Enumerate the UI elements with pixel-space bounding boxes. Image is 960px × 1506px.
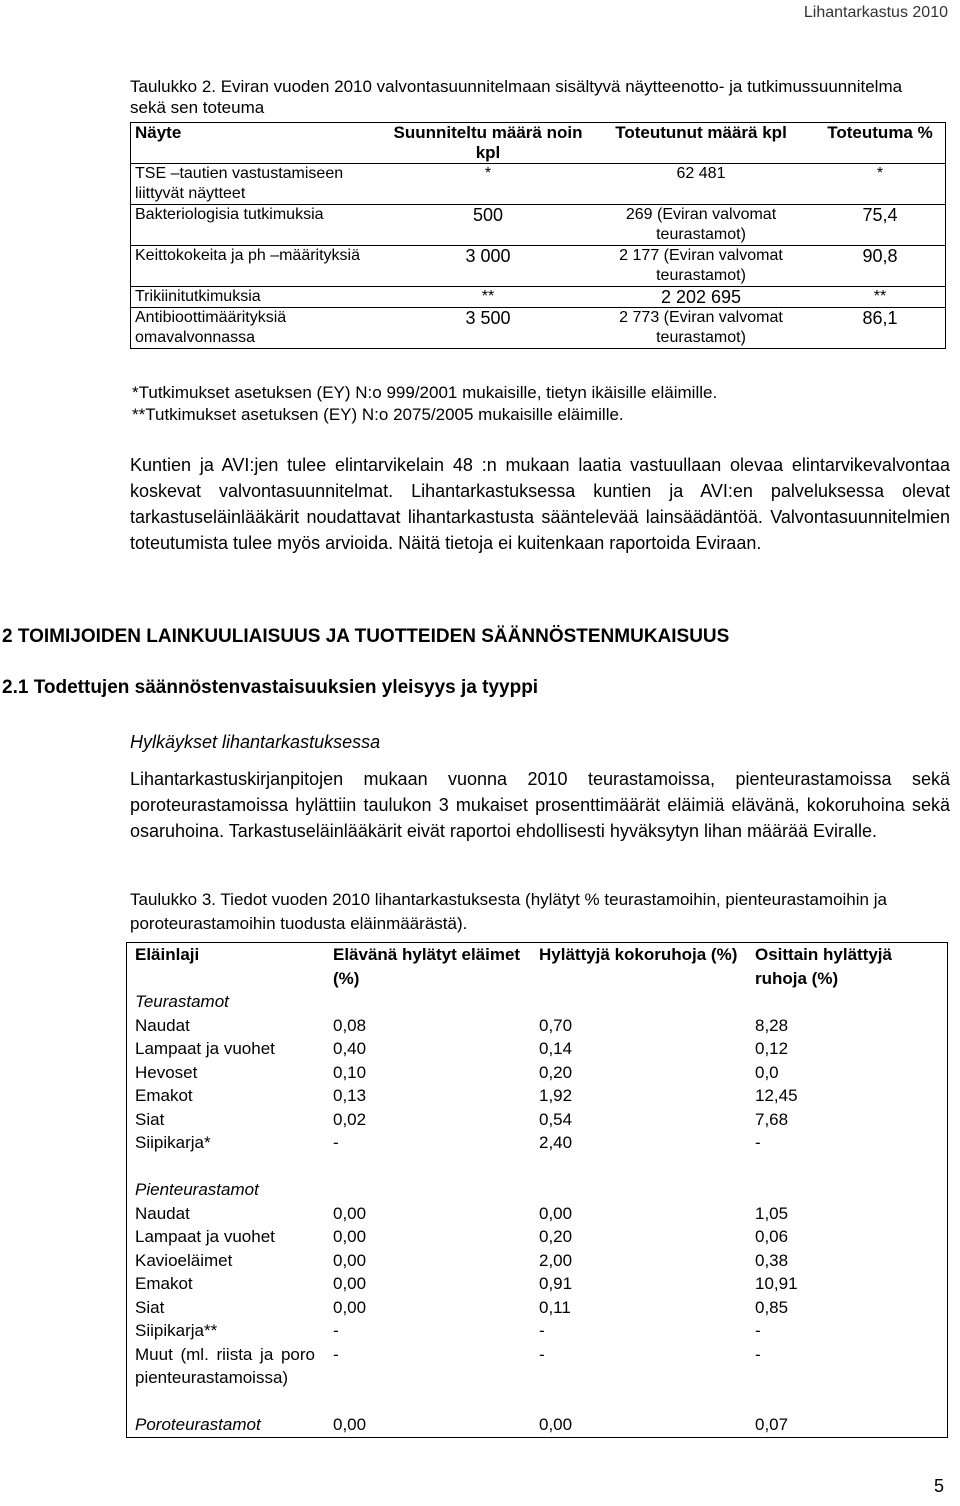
table3-section-label: Teurastamot: [135, 992, 229, 1011]
table2-cell: TSE –tautien vastustamiseen liittyvät näytteet: [131, 164, 390, 205]
table3-cell: 0,00: [539, 1415, 573, 1434]
table2-cell: 500: [389, 205, 587, 246]
paragraph: Lihantarkastuskirjanpitojen mukaan vuonna 2010 teurastamoissa, pienteurastamoissa sekä poroteurastamoissa hylättiin taulukon 3 mukaiset prosenttimäärät eläimiä elävänä, kokoruhoina sekä osaruhoina. Tarkastuseläinlääkärit eivät raportoi ehdollisesti hyväksytyn lihan määrää Eviralle.: [130, 769, 950, 841]
table3-cell: 0,70: [539, 1015, 573, 1035]
table2-cell: 3 000: [389, 246, 587, 287]
table-row: [127, 1084, 948, 1108]
spacer-row: [127, 1390, 948, 1414]
table3-header-cell: Eläinlaji: [135, 945, 200, 964]
table-row: [131, 164, 946, 205]
table3-cell: 10,91: [755, 1274, 798, 1293]
table3-cell: -: [755, 1344, 761, 1364]
subsection-heading: 2.1 Todettujen säännöstenvastaisuuksien yleisyys ja tyyppi: [2, 677, 539, 698]
table3-cell: Siipikarja*: [135, 1133, 211, 1152]
table2-cell: Bakteriologisia tutkimuksia: [131, 205, 390, 246]
table3-header-cell: Hylättyjä kokoruhoja (%): [539, 945, 738, 964]
table3-cell: 0,12: [755, 1039, 789, 1058]
table-row: [127, 1014, 948, 1038]
table3-section-label: Pienteurastamot: [135, 1180, 259, 1199]
table2-cell: *: [389, 164, 587, 205]
table3-cell: 0,20: [539, 1062, 573, 1082]
table-row: [131, 308, 946, 349]
table-row: [131, 287, 946, 308]
table3-section-row: [127, 1178, 948, 1202]
table-row: [127, 1131, 948, 1155]
table2-note: **Tutkimukset asetuksen (EY) N:o 2075/2005 mukaisille eläimille.: [132, 405, 624, 424]
table3-cell: Lampaat ja vuohet: [135, 1039, 275, 1058]
table3-cell: 0,54: [539, 1109, 573, 1129]
running-header: Lihantarkastus 2010: [803, 4, 948, 21]
table3-cell: Siat: [135, 1297, 165, 1317]
table3-cell: 0,00: [539, 1203, 573, 1223]
table3-cell: 0,38: [755, 1250, 789, 1270]
table3-caption: Taulukko 3. Tiedot vuoden 2010 lihantarkastuksesta (hylätyt % teurastamoihin, pienteurastamoihin ja poroteurastamoihin tuodusta eläinmäärästä).: [130, 890, 887, 933]
table2-cell: Trikiinitutkimuksia: [131, 287, 390, 308]
subheading: Hylkäykset lihantarkastuksessa: [130, 732, 381, 752]
table2-header-cell: Toteutuma %: [827, 123, 933, 142]
table-row: [131, 205, 946, 246]
table3-header-cell: Elävänä hylätyt eläimet (%): [333, 945, 521, 988]
table3-cell: 0,91: [539, 1274, 573, 1293]
table3-cell: 8,28: [755, 1015, 789, 1035]
table2-cell: 2 773 (Eviran valvomat teurastamot): [587, 308, 815, 349]
paragraph: Kuntien ja AVI:jen tulee elintarvikelain 48 :n mukaan laatia vastuullaan olevaa elintarvikevalvontaa koskevat valvontasuunnitelmat. Lihantarkastuksessa kuntien ja AVI:en palveluksessa olevat tarkastuseläinlääkärit noudattavat lihantarkastusta sääntelevää lainsäädäntöä. Valvontasuunnitelmien toteutumista tulee myös arvioida. Näitä tietoja ei kuitenkaan raportoida Eviraan.: [130, 455, 950, 553]
table3-cell: 0,14: [539, 1039, 573, 1058]
table2-cell: Antibioottimäärityksiä omavalvonnassa: [131, 308, 390, 349]
table3-cell: -: [333, 1344, 339, 1364]
table3-cell: Naudat: [135, 1015, 190, 1035]
table3-cell: 12,45: [755, 1086, 798, 1105]
table2-cell: **: [389, 287, 587, 308]
table3-cell: 0,40: [333, 1039, 367, 1058]
table3-cell: 0,0: [755, 1062, 779, 1082]
table3-cell: 0,02: [333, 1109, 367, 1129]
table3-cell: 1,05: [755, 1203, 789, 1223]
table3-cell: 0,20: [539, 1227, 573, 1246]
table-row: [127, 1225, 948, 1249]
table3: [126, 942, 948, 1438]
table3-cell: 7,68: [755, 1109, 789, 1129]
table2-cell: *: [815, 164, 946, 205]
table3-cell: 0,85: [755, 1297, 789, 1317]
table3-cell: 0,06: [755, 1227, 789, 1246]
table2-note: *Tutkimukset asetuksen (EY) N:o 999/2001 mukaisille, tietyn ikäisille eläimille.: [132, 383, 718, 402]
table2-cell: 62 481: [587, 164, 815, 205]
table3-cell: 0,13: [333, 1086, 367, 1105]
table2-cell: 3 500: [389, 308, 587, 349]
table3-cell: 0,00: [333, 1227, 367, 1246]
table2-cell: 2 177 (Eviran valvomat teurastamot): [587, 246, 815, 287]
table2-notes: [132, 382, 717, 426]
table3-cell: -: [755, 1133, 761, 1152]
table-row: [127, 1249, 948, 1273]
table-row: [127, 1319, 948, 1343]
table3-cell: Siipikarja**: [135, 1321, 218, 1340]
table3-cell: Siat: [135, 1109, 165, 1129]
table3-cell: Kavioeläimet: [135, 1250, 233, 1270]
table3-section-row: [127, 990, 948, 1014]
table3-cell: -: [755, 1321, 761, 1340]
table2-caption: Taulukko 2. Eviran vuoden 2010 valvontasuunnitelmaan sisältyvä näytteenotto- ja tutkimussuunnitelma sekä sen toteuma: [130, 77, 903, 117]
table3-cell: 0,11: [539, 1297, 571, 1317]
table-row: [127, 1108, 948, 1132]
table3-cell: Naudat: [135, 1203, 190, 1223]
table3-cell: 0,00: [333, 1203, 367, 1223]
table-row: [127, 1343, 948, 1390]
table2-header-cell: Suunniteltu määrä noin kpl: [393, 123, 583, 162]
table-row: [127, 1037, 948, 1061]
table3-cell: 0,00: [333, 1415, 367, 1434]
table3-cell: 1,92: [539, 1086, 573, 1105]
table2: [130, 122, 946, 349]
spacer-row: [127, 1155, 948, 1179]
table3-cell: Emakot: [135, 1274, 193, 1293]
section-heading: 2 TOIMIJOIDEN LAINKUULIAISUUS JA TUOTTEIDEN SÄÄNNÖSTENMUKAISUUS: [2, 626, 730, 647]
table-row: [127, 1272, 948, 1296]
page-number: 5: [933, 1476, 944, 1496]
table3-cell: Lampaat ja vuohet: [135, 1227, 275, 1246]
table3-cell: 0,00: [333, 1274, 367, 1293]
table3-cell: -: [539, 1344, 545, 1364]
table-row: [127, 1202, 948, 1226]
table3-cell: -: [333, 1133, 339, 1152]
table-row: [127, 1296, 948, 1320]
table3-cell: 0,00: [333, 1250, 367, 1270]
table2-cell: 90,8: [815, 246, 946, 287]
table3-cell: 0,08: [333, 1015, 367, 1035]
table2-cell: 75,4: [815, 205, 946, 246]
table3-cell: 2,40: [539, 1133, 573, 1152]
table-row: [127, 1061, 948, 1085]
table3-header-cell: Osittain hylättyjä ruhoja (%): [755, 945, 892, 988]
table3-cell: Hevoset: [135, 1062, 198, 1082]
table-row: [131, 246, 946, 287]
table3-section-label: Poroteurastamot: [135, 1415, 261, 1434]
table2-cell: 2 202 695: [587, 287, 815, 308]
table3-header-row: [127, 943, 948, 991]
table2-cell: **: [815, 287, 946, 308]
table3-cell: -: [539, 1321, 545, 1340]
table2-cell: Keittokokeita ja ph –määrityksiä: [131, 246, 390, 287]
table-row: [127, 1413, 948, 1437]
table3-cell: 0,07: [755, 1415, 789, 1434]
table2-cell: 269 (Eviran valvomat teurastamot): [587, 205, 815, 246]
table3-cell: 0,10: [333, 1062, 367, 1082]
table2-cell: 86,1: [815, 308, 946, 349]
table3-cell: 0,00: [333, 1297, 367, 1317]
table3-cell: Emakot: [135, 1086, 193, 1105]
table3-cell: 2,00: [539, 1250, 573, 1270]
table2-header-row: [131, 123, 946, 164]
table3-cell: -: [333, 1321, 339, 1340]
table2-header-cell: Toteutunut määrä kpl: [615, 123, 787, 142]
table3-cell: Muut (ml. riista ja poro pienteurastamoissa): [135, 1344, 315, 1387]
table2-header-cell: Näyte: [135, 123, 182, 142]
